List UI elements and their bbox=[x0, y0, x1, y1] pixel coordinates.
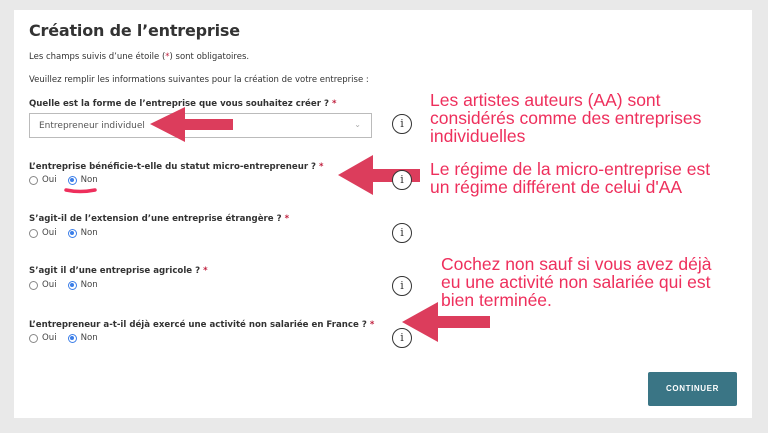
question-text: S’agit il d’une entreprise agricole ? bbox=[29, 266, 201, 276]
required-star: * bbox=[165, 52, 170, 62]
required-note-text: Les champs suivis d’une étoile ( bbox=[29, 52, 166, 62]
required-star: * bbox=[284, 214, 290, 224]
select-value: Entrepreneur individuel bbox=[39, 121, 145, 131]
info-icon[interactable]: i bbox=[392, 170, 412, 190]
radio-label: Non bbox=[80, 333, 98, 343]
info-icon[interactable]: i bbox=[392, 114, 412, 134]
underline-mark bbox=[66, 190, 95, 192]
annotation-line: considérés comme des entreprises bbox=[430, 108, 702, 128]
annotation-line: Cochez non sauf si vous avez déjà bbox=[441, 254, 712, 274]
radio-label: Oui bbox=[42, 333, 57, 343]
question-text: S’agit-il de l’extension d’une entreprise étrangère ? bbox=[29, 214, 282, 224]
annotation-line: individuelles bbox=[430, 126, 526, 146]
question-text: L’entrepreneur a-t-il déjà exercé une activité non salariée en France ? bbox=[29, 320, 367, 330]
annotation-line: un régime différent de celui d'AA bbox=[430, 177, 683, 197]
intro-text: Veuillez remplir les informations suivantes pour la création de votre entreprise : bbox=[29, 75, 369, 85]
page-title: Création de l’entreprise bbox=[29, 21, 240, 40]
info-icon[interactable]: i bbox=[392, 276, 412, 296]
required-star: * bbox=[319, 162, 324, 172]
radio-label: Oui bbox=[42, 175, 57, 185]
annotation-line: Les artistes auteurs (AA) sont bbox=[430, 90, 661, 110]
annotation-line: bien terminée. bbox=[441, 290, 552, 310]
annotation-line: eu une activité non salariée qui est bbox=[441, 272, 711, 292]
required-note-text: ) sont obligatoires. bbox=[169, 52, 250, 62]
info-icon[interactable]: i bbox=[392, 223, 412, 243]
arrow-icon bbox=[402, 302, 490, 342]
radio-label: Non bbox=[80, 280, 98, 290]
radio-label: Non bbox=[80, 228, 98, 238]
required-star: * bbox=[369, 320, 375, 330]
continue-button[interactable]: CONTINUER bbox=[648, 372, 737, 406]
required-star: * bbox=[203, 266, 208, 276]
radio-label: Oui bbox=[42, 280, 57, 290]
chevron-down-icon: ⌄ bbox=[354, 120, 361, 129]
annotation-line: Le régime de la micro-entreprise est bbox=[430, 159, 711, 179]
question-text: L’entreprise bénéficie-t-elle du statut micro-entrepreneur ? bbox=[29, 162, 317, 172]
info-icon[interactable]: i bbox=[392, 328, 412, 348]
radio-label: Oui bbox=[42, 228, 57, 238]
question-text: Quelle est la forme de l’entreprise que vous souhaitez créer ? bbox=[29, 99, 329, 109]
required-star: * bbox=[331, 99, 337, 109]
radio-label: Non bbox=[80, 175, 98, 185]
arrow-icon bbox=[150, 107, 233, 142]
